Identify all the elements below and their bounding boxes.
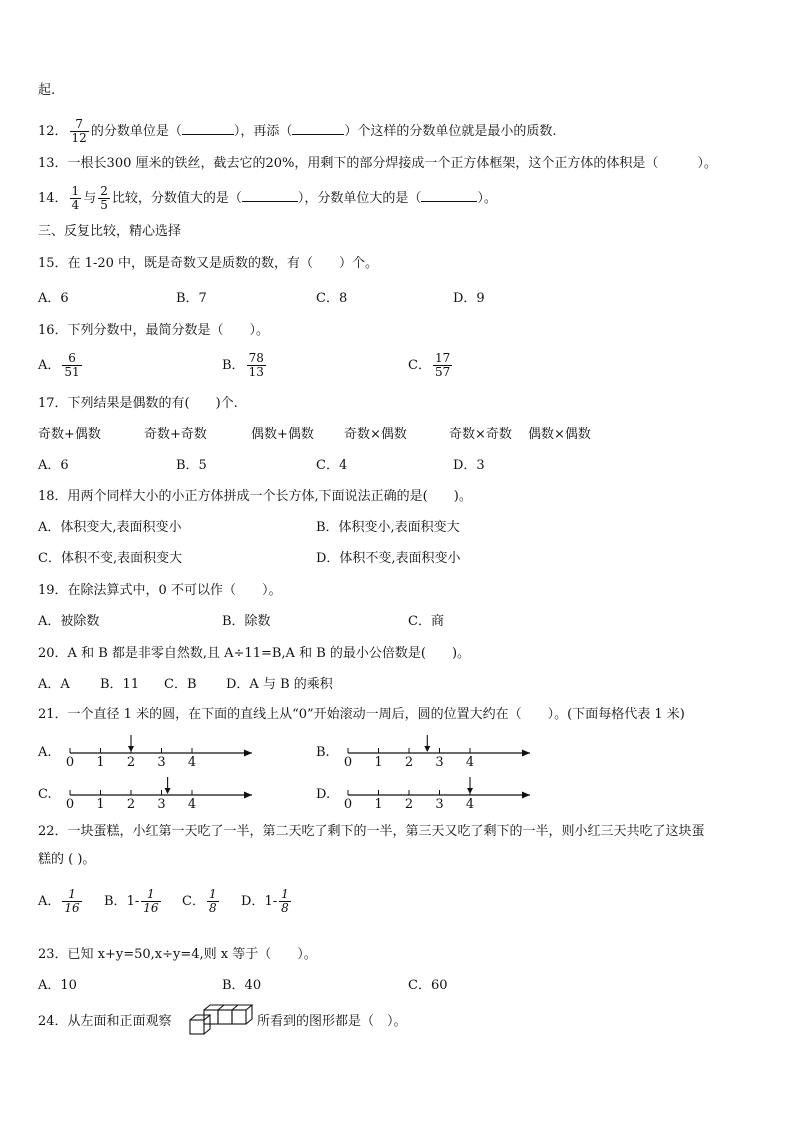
position-arrowhead [165, 788, 171, 794]
tick-label: 3 [435, 755, 444, 769]
tick-label: 4 [465, 755, 475, 769]
q21-option-a-label[interactable]: A. [38, 745, 52, 760]
tick-label: 1 [374, 755, 383, 769]
tick-label: 0 [343, 755, 353, 769]
tick-label: 1 [374, 797, 383, 811]
fraction: $\frac{1}{16}$ [143, 887, 159, 915]
answer-blank[interactable] [242, 201, 298, 202]
answer-blank[interactable] [292, 134, 344, 135]
tick-label: 1 [96, 755, 105, 769]
q12-text-2: ），再添（ [233, 124, 293, 139]
q21-option-c-label[interactable]: C. [38, 787, 52, 802]
q20-option-d[interactable]: D．A 与 B 的乘积 [226, 677, 333, 692]
q18-option-b[interactable]: B．体积变小,表面积变大 [316, 520, 460, 535]
q17-expression: 奇数×奇数 [449, 427, 512, 442]
continuation-text: 起. [38, 83, 56, 98]
q12-text-3: ）个这样的分数单位就是最小的质数. [344, 124, 557, 139]
q19-option-b[interactable]: B．除数 [222, 614, 271, 629]
q19-option-a[interactable]: A．被除数 [38, 614, 100, 629]
fraction: $\frac{17}{57}$ [434, 351, 451, 379]
q15-option-d[interactable]: D．9 [453, 291, 485, 306]
question-23: 23．已知 x+y=50,x÷y=4,则 x 等于（ ）。 [38, 947, 317, 962]
q22-option-b[interactable]: B．1- $\frac{1}{16}$ [104, 887, 159, 915]
q20-option-b[interactable]: B．11 [100, 677, 140, 692]
fraction: $\frac{1}{16}$ [64, 887, 80, 915]
q17-expression: 奇数+偶数 [38, 427, 101, 442]
cube-arrangement-figure [188, 1004, 254, 1040]
q18-option-a[interactable]: A．体积变大,表面积变小 [38, 520, 182, 535]
q17-option-c[interactable]: C．4 [316, 458, 348, 473]
fraction-7-12: $\frac{7}{12}$ [71, 117, 87, 145]
question-21: 21．一个直径 1 米的圆，在下面的直线上从“0”开始滚动一周后，圆的位置大约在（ ）。(下面每格代表 1 米) [38, 707, 685, 722]
tick-label: 3 [157, 797, 166, 811]
q22-option-a[interactable]: A． $\frac{1}{16}$ [38, 887, 80, 915]
tick-label: 4 [465, 797, 475, 811]
fraction-1-4: $\frac{1}{4}$ [71, 184, 80, 212]
q22-option-d[interactable]: D．1- $\frac{1}{8}$ [241, 887, 289, 915]
number-line-c[interactable] [62, 775, 262, 811]
tick-label: 0 [343, 797, 353, 811]
axis-arrowhead [522, 750, 530, 757]
q12-text-1: 的分数单位是（ [90, 124, 182, 139]
q17-expression: 偶数×偶数 [528, 427, 591, 442]
question-22-line-1: 22．一块蛋糕，小红第一天吃了一半，第二天吃了剩下的一半，第三天又吃了剩下的一半，则小红三天共吃了这块蛋 [38, 824, 705, 839]
section-heading: 三、反复比较，精心选择 [38, 224, 182, 239]
q14-text-4: ）。 [477, 191, 497, 206]
q21-option-d-label[interactable]: D. [316, 787, 331, 802]
q21-option-b-label[interactable]: B. [316, 745, 330, 760]
tick-label: 3 [157, 755, 166, 769]
question-15: 15．在 1-20 中，既是奇数又是质数的数，有（ ）个。 [38, 256, 379, 271]
question-24-part-1: 24．从左面和正面观察 [38, 1014, 172, 1029]
position-arrowhead [128, 746, 134, 752]
tick-label: 3 [435, 797, 444, 811]
q16-option-a[interactable]: A． $\frac{6}{51}$ [38, 351, 80, 379]
q20-option-c[interactable]: C．B [164, 677, 197, 692]
q15-option-c[interactable]: C．8 [316, 291, 348, 306]
q19-option-c[interactable]: C．商 [408, 614, 444, 629]
q18-option-c[interactable]: C．体积不变,表面积变大 [38, 551, 183, 566]
question-16: 16．下列分数中，最简分数是（ ）。 [38, 323, 270, 338]
q17-option-b[interactable]: B．5 [176, 458, 207, 473]
tick-label: 4 [187, 797, 197, 811]
fraction: $\frac{78}{13}$ [248, 351, 264, 379]
q23-option-c[interactable]: C．60 [408, 978, 448, 993]
axis-arrowhead [244, 792, 252, 799]
q15-option-b[interactable]: B．7 [176, 291, 207, 306]
tick-label: 2 [404, 755, 414, 769]
question-12 [38, 118, 557, 145]
q23-option-b[interactable]: B．40 [222, 978, 262, 993]
number-line-a[interactable] [62, 733, 262, 769]
tick-label: 2 [404, 797, 414, 811]
q20-option-a[interactable]: A．A [38, 677, 70, 692]
tick-label: 0 [65, 797, 75, 811]
q16-option-b[interactable]: B． $\frac{78}{13}$ [222, 351, 264, 379]
question-24-part-2: 所看到的图形都是（ ）。 [257, 1014, 407, 1029]
position-arrowhead [467, 788, 473, 794]
fraction: $\frac{1}{8}$ [208, 887, 217, 915]
q17-expression: 奇数+奇数 [144, 427, 207, 442]
question-20: 20．A 和 B 都是非零自然数,且 A÷11=B,A 和 B 的最小公倍数是( )。 [38, 646, 471, 661]
number-line-d[interactable] [340, 775, 540, 811]
tick-label: 1 [96, 797, 105, 811]
q14-number: 14． [38, 191, 68, 206]
tick-label: 2 [126, 797, 136, 811]
fraction: $\frac{1}{8}$ [281, 887, 289, 915]
q17-expression: 奇数×偶数 [344, 427, 407, 442]
number-line-b[interactable] [340, 733, 540, 769]
question-19: 19．在除法算式中，0 不可以作（ ）。 [38, 583, 282, 598]
fraction: $\frac{6}{51}$ [64, 351, 80, 379]
axis-arrowhead [244, 750, 252, 757]
q16-option-c[interactable]: C． $\frac{17}{57}$ [408, 351, 451, 379]
q22-option-c[interactable]: C． $\frac{1}{8}$ [182, 887, 217, 915]
q15-option-a[interactable]: A．6 [38, 291, 69, 306]
q17-option-a[interactable]: A．6 [38, 458, 69, 473]
tick-label: 0 [65, 755, 75, 769]
question-18: 18．用两个同样大小的小正方体拼成一个长方体,下面说法正确的是( )。 [38, 489, 472, 504]
q14-text-1: 与 [83, 191, 97, 206]
question-17: 17．下列结果是偶数的有( )个. [38, 396, 238, 411]
position-arrowhead [424, 746, 430, 752]
q17-expression: 偶数+偶数 [251, 427, 314, 442]
q17-option-d[interactable]: D．3 [453, 458, 485, 473]
tick-label: 4 [187, 755, 197, 769]
q12-number: 12． [38, 124, 68, 139]
q14-text-3: ），分数单位大的是（ [297, 191, 422, 206]
question-14 [38, 185, 497, 212]
fraction-2-5: $\frac{2}{5}$ [100, 184, 108, 212]
answer-blank[interactable] [421, 201, 477, 202]
question-22-line-2: 糕的 ( )。 [38, 852, 96, 867]
q18-option-d[interactable]: D．体积不变,表面积变小 [316, 551, 461, 566]
q23-option-a[interactable]: A．10 [38, 978, 77, 993]
tick-label: 2 [126, 755, 136, 769]
axis-arrowhead [522, 792, 530, 799]
q14-text-2: 比较，分数值大的是（ [111, 191, 242, 206]
question-13: 13．一根长300 厘米的铁丝，截去它的20%，用剩下的部分焊接成一个正方体框架，这个正方体的体积是（ ）。 [38, 156, 717, 171]
answer-blank[interactable] [182, 134, 234, 135]
